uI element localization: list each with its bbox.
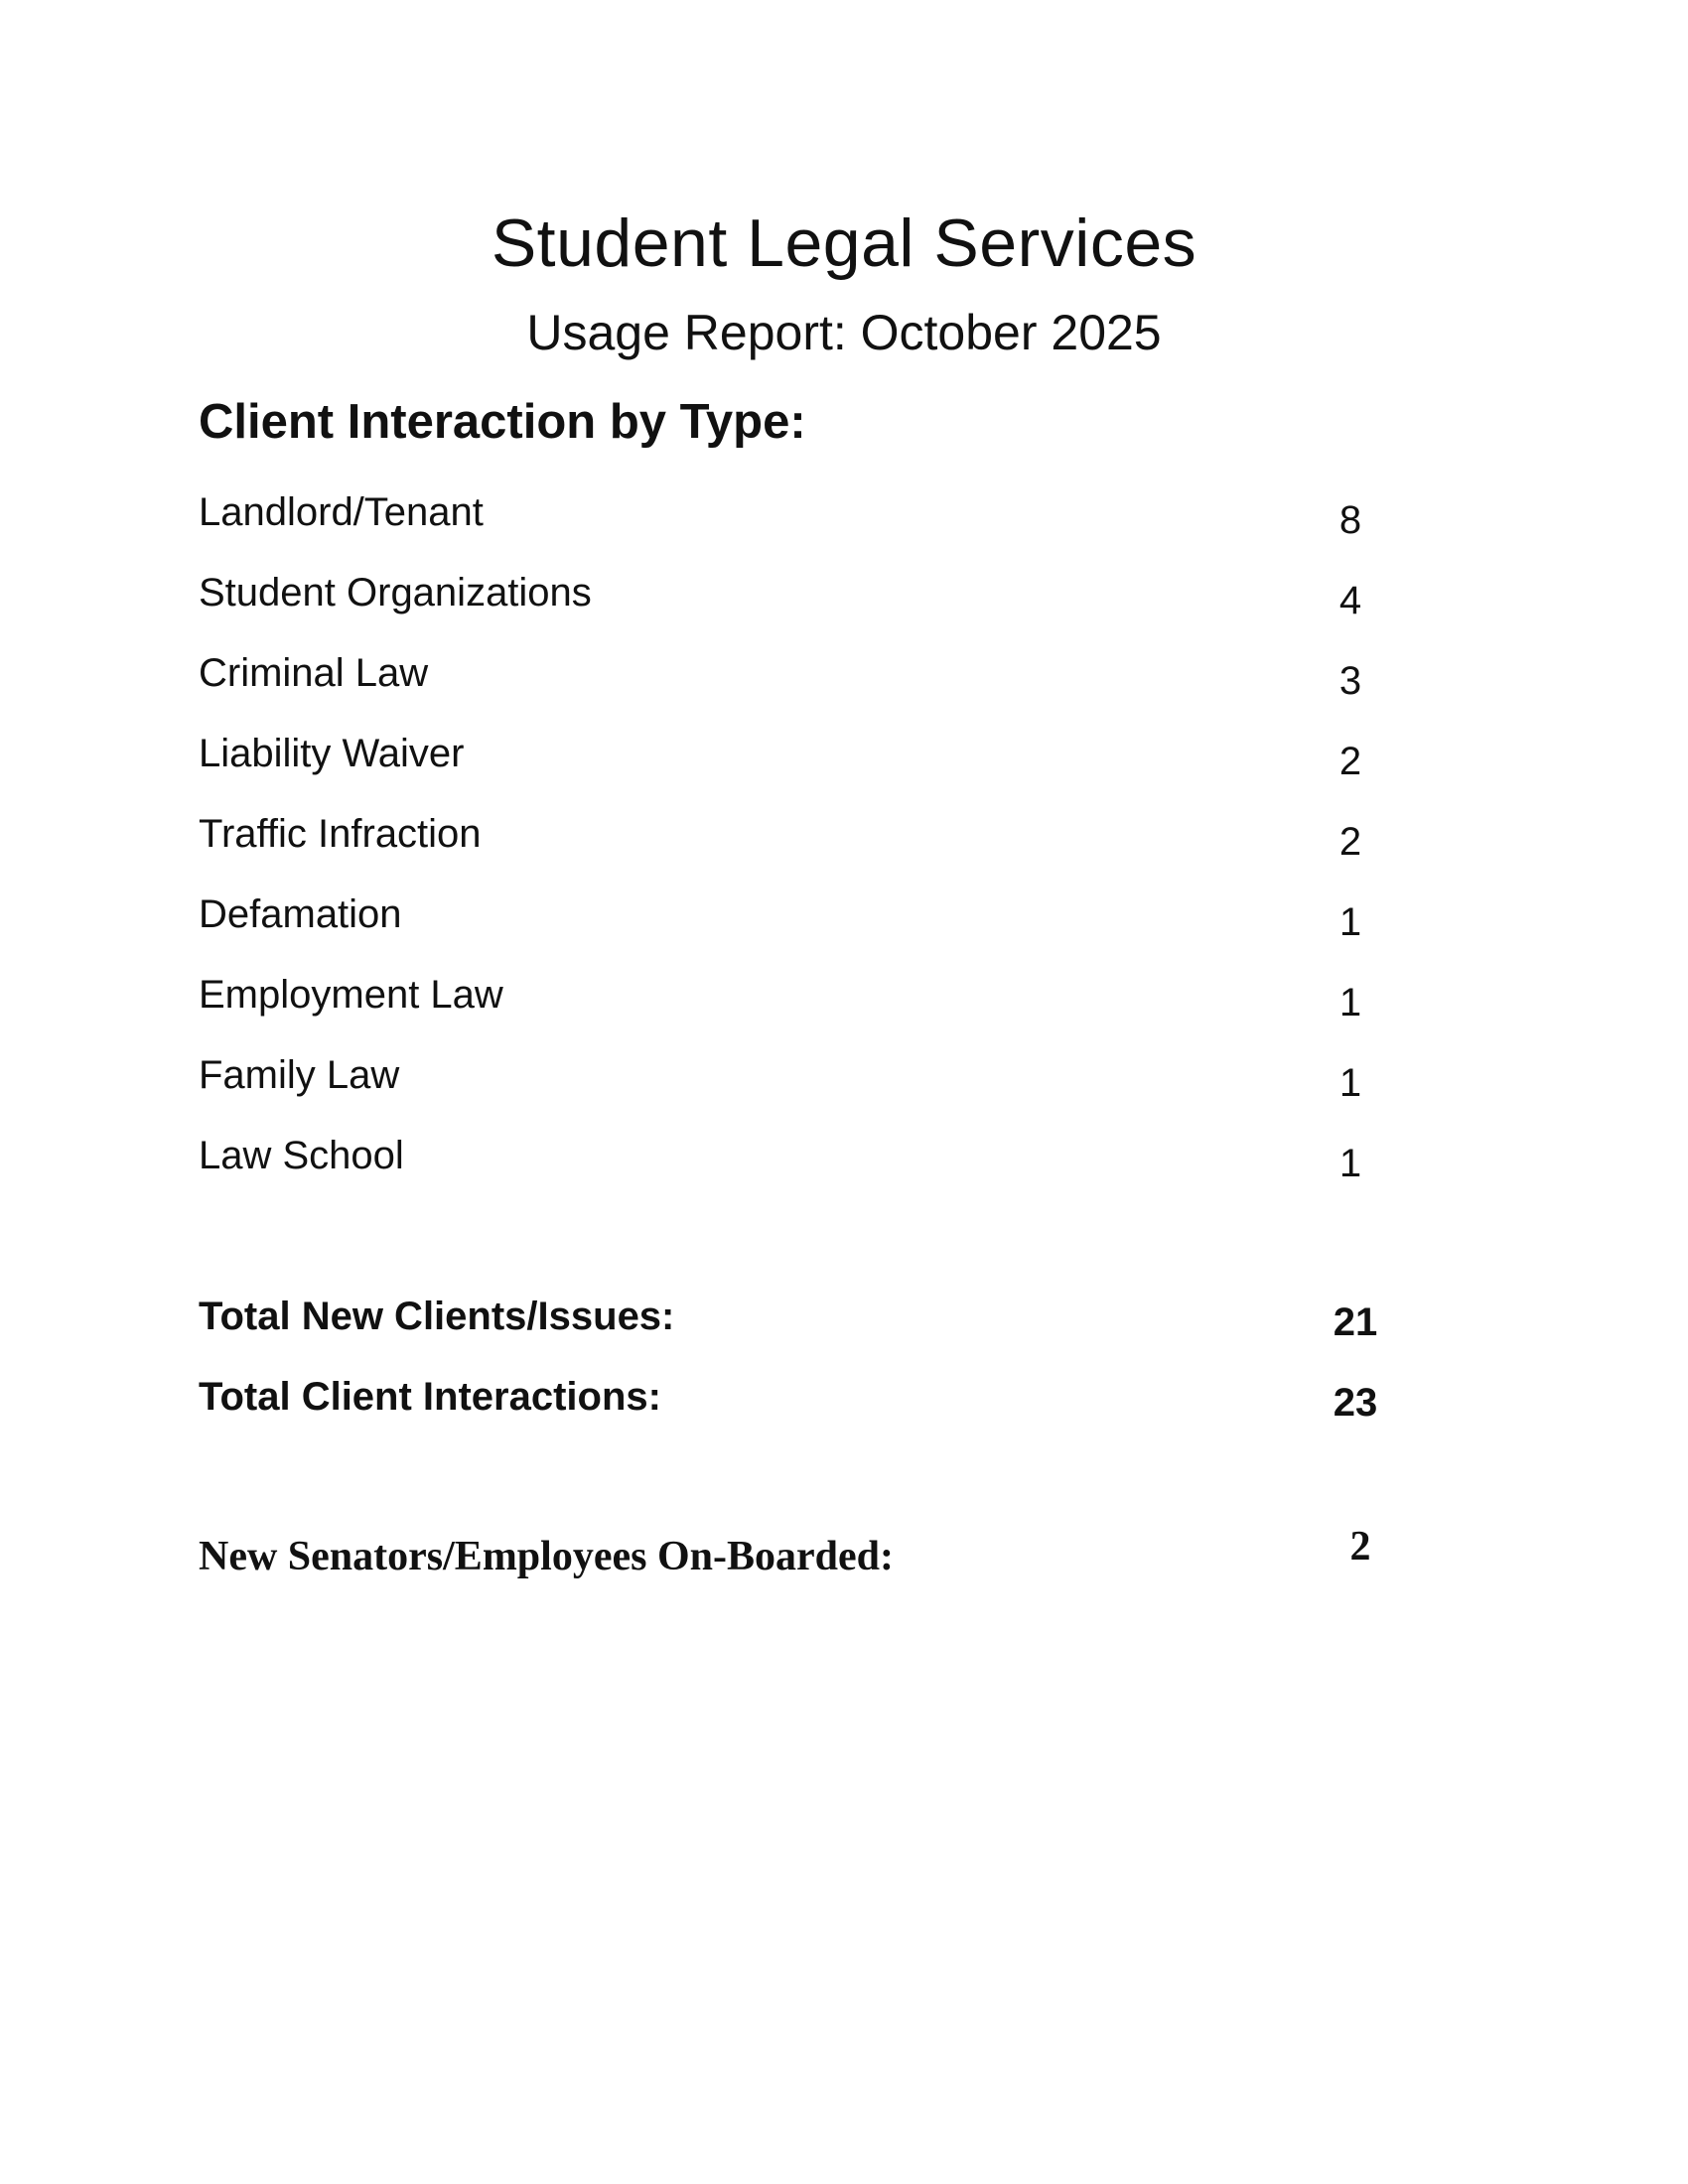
item-label: Criminal Law — [199, 651, 429, 695]
item-label: Employment Law — [199, 973, 503, 1017]
item-label: Student Organizations — [199, 571, 592, 614]
list-item — [199, 567, 1390, 647]
item-label: Law School — [199, 1134, 404, 1177]
total-new-clients-label: Total New Clients/Issues: — [199, 1295, 675, 1338]
item-label: Liability Waiver — [199, 732, 465, 775]
item-count: 3 — [1338, 659, 1362, 703]
onboarding-row — [199, 1524, 1400, 1588]
item-label: Landlord/Tenant — [199, 490, 484, 534]
list-item — [199, 647, 1390, 728]
item-count: 8 — [1338, 498, 1362, 542]
list-item — [199, 1130, 1390, 1210]
interaction-type-list — [199, 486, 1390, 1210]
item-count: 1 — [1338, 900, 1362, 944]
list-item — [199, 969, 1390, 1049]
section-heading: Client Interaction by Type: — [199, 395, 806, 449]
totals-block — [199, 1291, 1400, 1451]
report-subtitle: Usage Report: October 2025 — [526, 305, 1162, 360]
item-label: Family Law — [199, 1053, 400, 1097]
item-count: 2 — [1338, 820, 1362, 864]
item-count: 1 — [1338, 1061, 1362, 1105]
list-item — [199, 728, 1390, 808]
onboarding-label: New Senators/Employees On-Boarded: — [199, 1534, 894, 1579]
list-item — [199, 1049, 1390, 1130]
total-interactions-row — [199, 1371, 1400, 1451]
total-new-clients-value: 21 — [1333, 1300, 1378, 1344]
list-item — [199, 888, 1390, 969]
onboarding-value: 2 — [1349, 1524, 1371, 1570]
list-item — [199, 808, 1390, 888]
item-count: 1 — [1338, 981, 1362, 1024]
item-count: 2 — [1338, 740, 1362, 783]
item-label: Traffic Infraction — [199, 812, 482, 856]
item-label: Defamation — [199, 892, 402, 936]
item-count: 1 — [1338, 1142, 1362, 1185]
report-title: Student Legal Services — [491, 205, 1197, 281]
total-interactions-value: 23 — [1333, 1381, 1378, 1425]
list-item — [199, 486, 1390, 567]
total-new-clients-row — [199, 1291, 1400, 1371]
total-interactions-label: Total Client Interactions: — [199, 1375, 661, 1419]
item-count: 4 — [1338, 579, 1362, 622]
